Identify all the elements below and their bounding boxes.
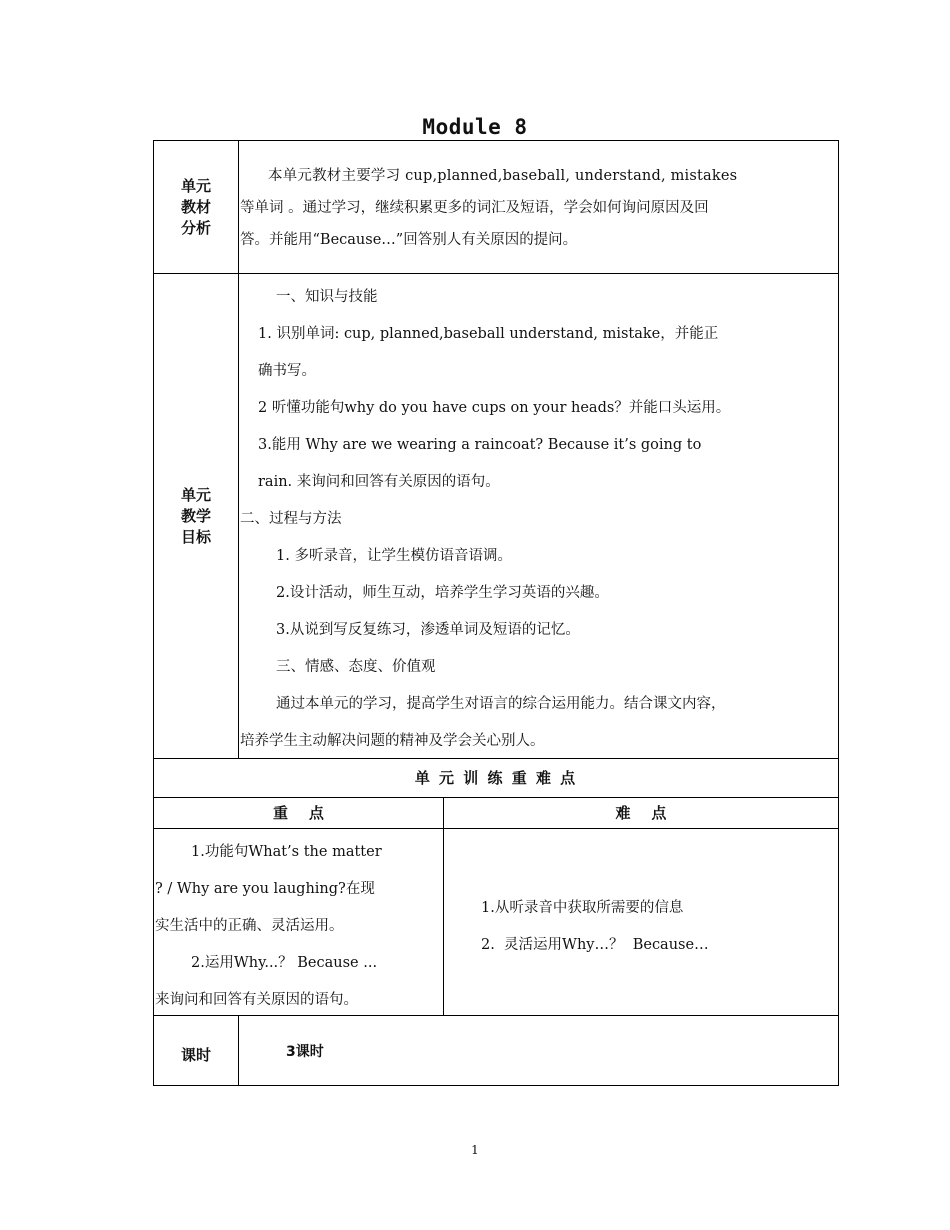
analysis-line: 等单词 。通过学习，继续积累更多的词汇及短语，学会如何询问原因及回 (240, 200, 709, 216)
objectives-line: 2 听懂功能句why do you have cups on your heads？并能口头运用。 (258, 400, 731, 416)
key-point-line: 2.运用Why...？ Because ... (191, 955, 378, 971)
analysis-label: 单元 教材 分析 (180, 177, 211, 237)
objectives-line: 3.从说到写反复练习，渗透单词及短语的记忆。 (276, 622, 580, 638)
hours-value-cell (238, 1015, 839, 1086)
document-title: Module 8 (422, 115, 528, 139)
objectives-line: 3.能用 Why are we wearing a raincoat? Because it’s going to (258, 437, 702, 453)
page-number: 1 (471, 1143, 479, 1157)
objectives-line: 培养学生主动解决问题的精神及学会关心别人。 (240, 733, 545, 749)
difficult-point-line: 2. 灵活运用Why…？ Because… (481, 937, 709, 953)
objectives-line: 确书写。 (258, 363, 316, 379)
difficult-point-line: 1.从听录音中获取所需要的信息 (481, 900, 684, 916)
analysis-line: 本单元教材主要学习 cup,planned,baseball, understand, mistakes (268, 168, 738, 184)
objectives-line: 三、情感、态度、价值观 (276, 659, 436, 675)
objectives-line: rain. 来询问和回答有关原因的语句。 (258, 474, 500, 490)
objectives-line: 通过本单元的学习，提高学生对语言的综合运用能力。结合课文内容， (276, 696, 726, 712)
key-header: 重 点 (273, 804, 324, 822)
objectives-line: 二、过程与方法 (240, 511, 342, 527)
objectives-line: 1. 识别单词: cup, planned,baseball understand, mistake，并能正 (258, 326, 719, 342)
focus-heading: 单 元 训 练 重 难 点 (414, 769, 578, 787)
difficult-header: 难 点 (615, 804, 667, 822)
key-points-text (155, 834, 443, 1019)
analysis-line: 答。并能用“Because…”回答别人有关原因的提问。 (240, 232, 578, 248)
objectives-line: 一、知识与技能 (276, 289, 378, 305)
key-point-line: 实生活中的正确、灵活运用。 (155, 918, 344, 934)
difficult-points-text (481, 890, 831, 964)
objectives-label: 单元 教学 目标 (180, 486, 211, 546)
key-point-line: 1.功能句What’s the matter (191, 844, 382, 860)
hours-label: 课时 (180, 1046, 211, 1064)
objectives-text (240, 279, 838, 760)
objectives-line: 1. 多听录音，让学生模仿语音语调。 (276, 548, 512, 564)
key-point-line: ? / Why are you laughing?在现 (155, 881, 375, 897)
key-point-line: 来询问和回答有关原因的语句。 (155, 992, 358, 1008)
analysis-text (240, 160, 838, 256)
objectives-line: 2.设计活动，师生互动，培养学生学习英语的兴趣。 (276, 585, 609, 601)
hours-value: 3课时 (286, 1044, 324, 1060)
